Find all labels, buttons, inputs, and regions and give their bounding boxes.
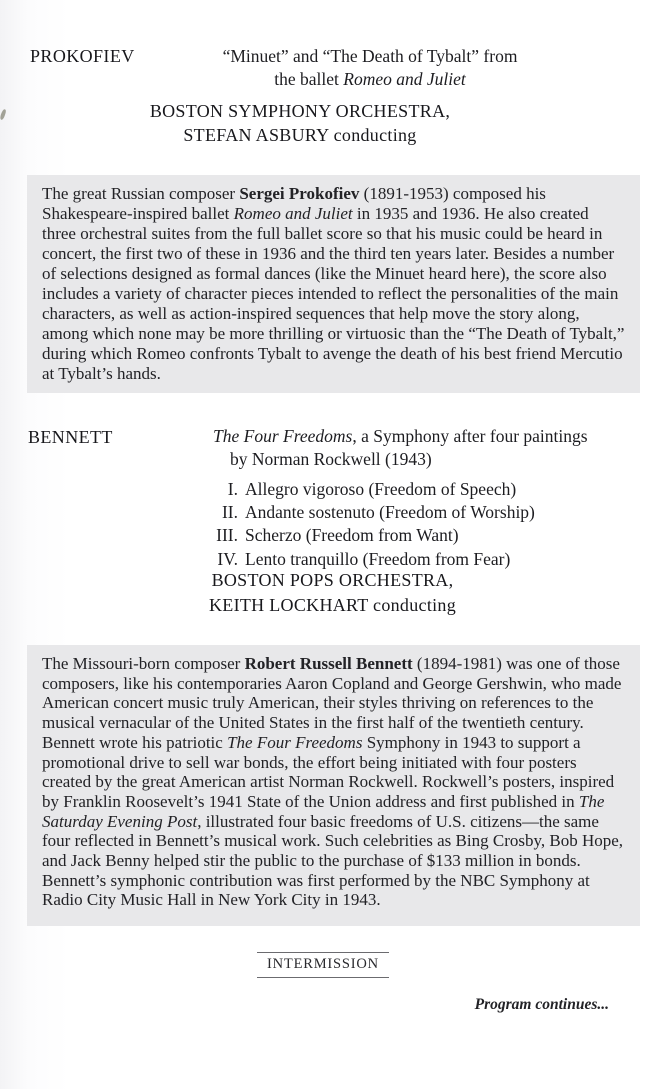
ensemble-name: BOSTON SYMPHONY ORCHESTRA, — [149, 101, 451, 121]
intermission-heading: INTERMISSION — [257, 952, 389, 978]
conductor-line: KEITH LOCKHART conducting — [208, 595, 457, 615]
movement-numeral: II. — [221, 502, 238, 523]
movement-item — [150, 524, 535, 547]
performers-pops — [30, 568, 635, 618]
work-title-line: “Minuet” and “The Death of Tybalt” from — [222, 46, 518, 66]
movement-list — [150, 478, 535, 571]
movement-title: Allegro vigoroso (Freedom of Speech) — [245, 479, 517, 499]
program-continues-note: Program continues... — [474, 996, 609, 1013]
movement-item — [150, 501, 535, 524]
movement-title: Andante sostenuto (Freedom of Worship) — [245, 502, 535, 523]
movement-numeral: IV. — [217, 548, 238, 569]
work-title-line: the ballet Romeo and Juliet — [274, 69, 466, 89]
composer-name-bennett: BENNETT — [28, 427, 113, 447]
movement-numeral: III. — [216, 525, 238, 546]
program-note-bennett: The Missouri-born composer Robert Russell Bennett (1894-1981) was one of those composers, like his contemporaries Aaron Copland and George Gershwin, who made American concert music truly American, their styles thriving on references to the musical vernacular of the United States in the first half of the twentieth century. Bennett wrote his patriotic The Four Freedoms Symphony in 1943 to support a promotional drive to sell war bonds, the effort being initiated with four posters created by the great American artist Norman Rockwell. Rockwell’s posters, inspired by Franklin Roosevelt’s 1941 State of the Union address and first published in The Saturday Evening Post, illustrated four basic freedoms of U.S. citizens—the same four reflected in Bennett’s musical work. Such celebrities as Bing Crosby, Bob Hope, and Jack Benny helped stir the public to the purchase of $133 million in bonds. Bennett’s symphonic contribution was first performed by the NBC Symphony at Radio City Music Hall in New York City in 1943. — [27, 645, 640, 926]
movement-title: Scherzo (Freedom from Want) — [245, 525, 459, 546]
work-title-line: by Norman Rockwell (1943) — [230, 449, 432, 469]
work-title-line: The Four Freedoms, a Symphony after four paintings — [213, 426, 588, 446]
work-title-bennett — [213, 425, 638, 471]
movement-item — [150, 478, 535, 501]
conductor-line: STEFAN ASBURY conducting — [183, 125, 417, 145]
performers-bso — [0, 99, 600, 147]
movement-numeral: I. — [227, 479, 238, 499]
composer-name-prokofiev: PROKOFIEV — [30, 46, 135, 66]
program-note-prokofiev: The great Russian composer Sergei Prokofiev (1891-1953) composed his Shakespeare-inspired ballet Romeo and Juliet in 1935 and 1936. He also created three orchestral suites from the full ballet score so that his music could be heard in concert, the first two of these in 1936 and the third ten years later. Besides a number of selections designed as formal dances (like the Minuet heard here), the score also includes a variety of character pieces intended to reflect the personalities of the main characters, as well as action-inspired sequences that help move the story along, among which none may be more thrilling or virtuosic than the “The Death of Tybalt,” during which Romeo confronts Tybalt to avenge the death of his best friend Mercutio at Tybalt’s hands. — [27, 175, 640, 393]
work-title-prokofiev — [150, 45, 590, 91]
ensemble-name: BOSTON POPS ORCHESTRA, — [211, 570, 454, 590]
movement-title: Lento tranquillo (Freedom from Fear) — [245, 548, 511, 569]
